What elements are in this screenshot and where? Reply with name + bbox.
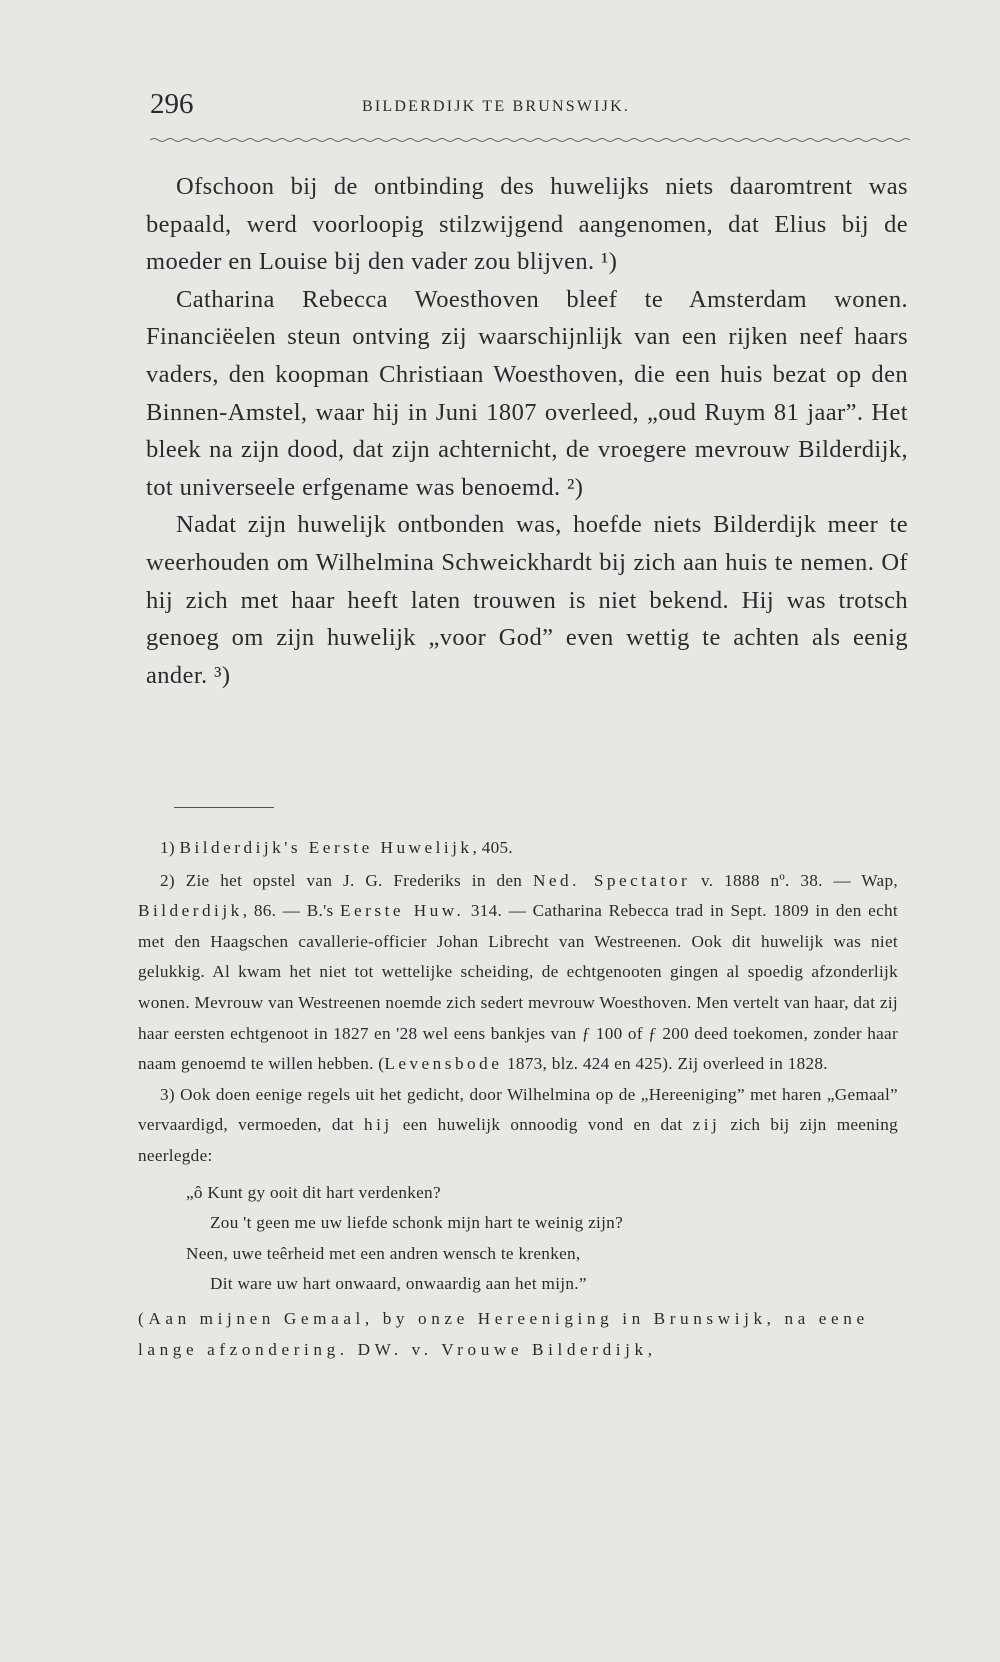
footnote-2-marker: 2) (160, 870, 175, 890)
footnote-1 (138, 833, 898, 864)
footnote-2-text-5: 1873, blz. 424 en 425). Zij overleed in 1828. (506, 1054, 828, 1074)
footnote-2-spaced-1: Ned. Spectator (532, 870, 691, 890)
footnote-2-text-2: v. 1888 nº. 38. — Wap, (701, 870, 898, 890)
running-head: BILDERDIJK TE BRUNSWIJK. (362, 98, 631, 115)
poem-line-4: Dit ware uw hart onwaard, onwaardig aan het mijn.” (210, 1274, 587, 1294)
footnote-1-tail: , 405. (472, 838, 514, 857)
footnote-2-spaced-4: Levensbode (384, 1054, 503, 1074)
footnote-2-text-1: Zie het opstel van J. G. Frederiks in den (185, 870, 523, 890)
footnote-2-spaced-2: Bilderdijk (138, 901, 243, 921)
footnote-1-marker: 1) (160, 838, 175, 857)
footnote-2 (138, 866, 898, 1080)
footnote-3 (138, 1080, 898, 1172)
header-wavy-rule (150, 136, 910, 146)
footnote-2-text-3: , 86. — B.'s (242, 901, 334, 921)
quoted-poem (186, 1178, 898, 1300)
footnote-3-spaced-1: hij (363, 1115, 393, 1135)
footnotes (138, 833, 898, 1365)
body-text (146, 168, 908, 694)
footnote-1-title: Bilderdijk's Eerste Huwelijk (179, 838, 473, 857)
poem-source: (Aan mijnen Gemaal, by onze Hereeniging in Brunswijk, na eene lange afzondering. DW. v. Vrouwe Bilderdijk, (138, 1308, 869, 1359)
body-paragraph-2: Catharina Rebecca Woesthoven bleef te Amsterdam wonen. Financiëelen steun ontving zij waarschijnlijk van een rijken neef haars vaders, den koopman Christiaan Woesthoven, die een huis bezat op den Binnen-Amstel, waar hij in Juni 1807 overleed, „oud Ruym 81 jaar”. Het bleek na zijn dood, dat zijn achternicht, de vroegere mevrouw Bilderdijk, tot universeele erfgename was benoemd. ²) (146, 285, 908, 501)
footnote-2-text-4: 314. — Catharina Rebecca trad in Sept. 1809 in den echt met den Haagschen cavallerie-officier Johan Librecht van Westreenen. Ook dit huwelijk was niet gelukkig. Al kwam het niet tot wettelijke scheiding, de echtgenooten gingen al spoedig afzonderlijk wonen. Mevrouw van Westreenen noemde zich sedert mevrouw Woesthoven. Men vertelt van haar, dat zij haar eersten echtgenoot in 1827 en '28 wel eens bankjes van ƒ 100 of ƒ 200 deed toekomen, zonder haar naam genoemd te willen hebben. ( (138, 901, 898, 1074)
body-paragraph-3: Nadat zijn huwelijk ontbonden was, hoefde niets Bilderdijk meer te weerhouden om Wilhelmina Schweickhardt bij zich aan huis te nemen. Of hij zich met haar heeft laten trouwen is niet bekend. Hij was trotsch genoeg om zijn huwelijk „voor God” even wettig te achten als eenig ander. ³) (146, 511, 908, 689)
footnote-3-text-3: zich bij zijn meening neerlegde: (138, 1115, 898, 1165)
poem-line-2: Zou 't geen me uw liefde schonk mijn hart te weinig zijn? (210, 1213, 624, 1233)
body-paragraph-1: Ofschoon bij de ontbinding des huwelijks niets daaromtrent was bepaald, werd voorloopig stilzwijgend aangenomen, dat Elius bij de moeder en Louise bij den vader zou blijven. ¹) (146, 173, 908, 276)
footnote-3-text-2: een huwelijk onnoodig vond en dat (402, 1115, 683, 1135)
footnote-3-spaced-2: zij (692, 1115, 721, 1135)
poem-line-1: „ô Kunt gy ooit dit hart verdenken? (186, 1182, 441, 1202)
footnote-separator (174, 807, 274, 808)
page-number: 296 (150, 88, 194, 120)
page-header (150, 88, 910, 128)
footnote-2-spaced-3: Eerste Huw. (340, 901, 465, 921)
footnote-3-marker: 3) (160, 1084, 175, 1104)
poem-line-3: Neen, uwe teêrheid met een andren wensch te krenken, (186, 1243, 581, 1263)
footnote-3-text-1: Ook doen eenige regels uit het gedicht, door Wilhelmina op de „Hereeniging” met haren „Gemaal” vervaardigd, vermoeden, dat (138, 1084, 898, 1135)
